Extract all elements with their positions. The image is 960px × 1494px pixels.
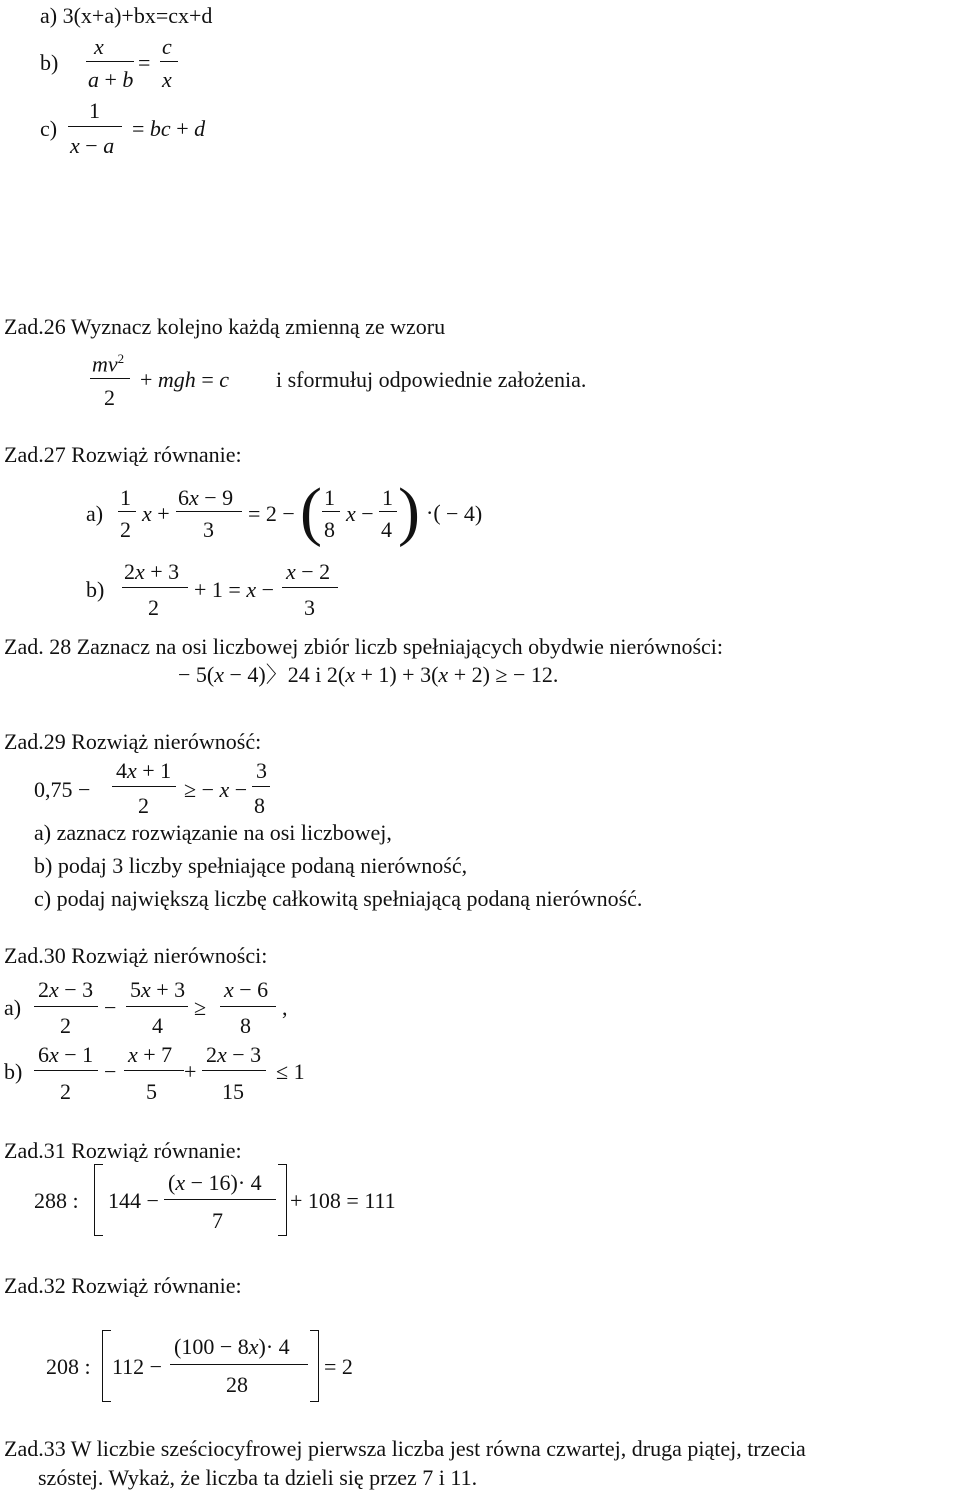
item-c-label: c) (40, 116, 58, 141)
zad33-line2: szóstej. Wykaż, że liczba ta dzieli się przez 7 i 11. (38, 1465, 478, 1490)
zad31-title: Zad.31 Rozwiąż równanie: (4, 1138, 242, 1163)
zad33-line1: Zad.33 W liczbie sześciocyfrowej pierwsza liczba jest równa czwartej, druga piątej, trzecia (4, 1436, 806, 1461)
zad29-title: Zad.29 Rozwiąż nierówność: (4, 729, 262, 754)
zad32-title: Zad.32 Rozwiąż równanie: (4, 1273, 242, 1298)
zad30-title: Zad.30 Rozwiąż nierówności: (4, 943, 268, 968)
zad26-instruction: i sformułuj odpowiednie założenia. (276, 367, 587, 392)
zad28-title: Zad. 28 Zaznacz na osi liczbowej zbiór liczb spełniających obydwie nierówności: (4, 634, 724, 659)
zad27-title: Zad.27 Rozwiąż równanie: (4, 442, 242, 467)
item-a-equation: a) 3(x+a)+bx=cx+d (40, 3, 213, 28)
item-b-label: b) (40, 50, 59, 75)
zad26-title: Zad.26 Wyznacz kolejno każdą zmienną ze wzoru (4, 314, 446, 339)
zad29-task-c: c) podaj największą liczbę całkowitą spełniającą podaną nierówność. (34, 886, 643, 911)
zad29-task-b: b) podaj 3 liczby spełniające podaną nierówność, (34, 853, 468, 878)
zad29-task-a: a) zaznacz rozwiązanie na osi liczbowej, (34, 820, 392, 845)
